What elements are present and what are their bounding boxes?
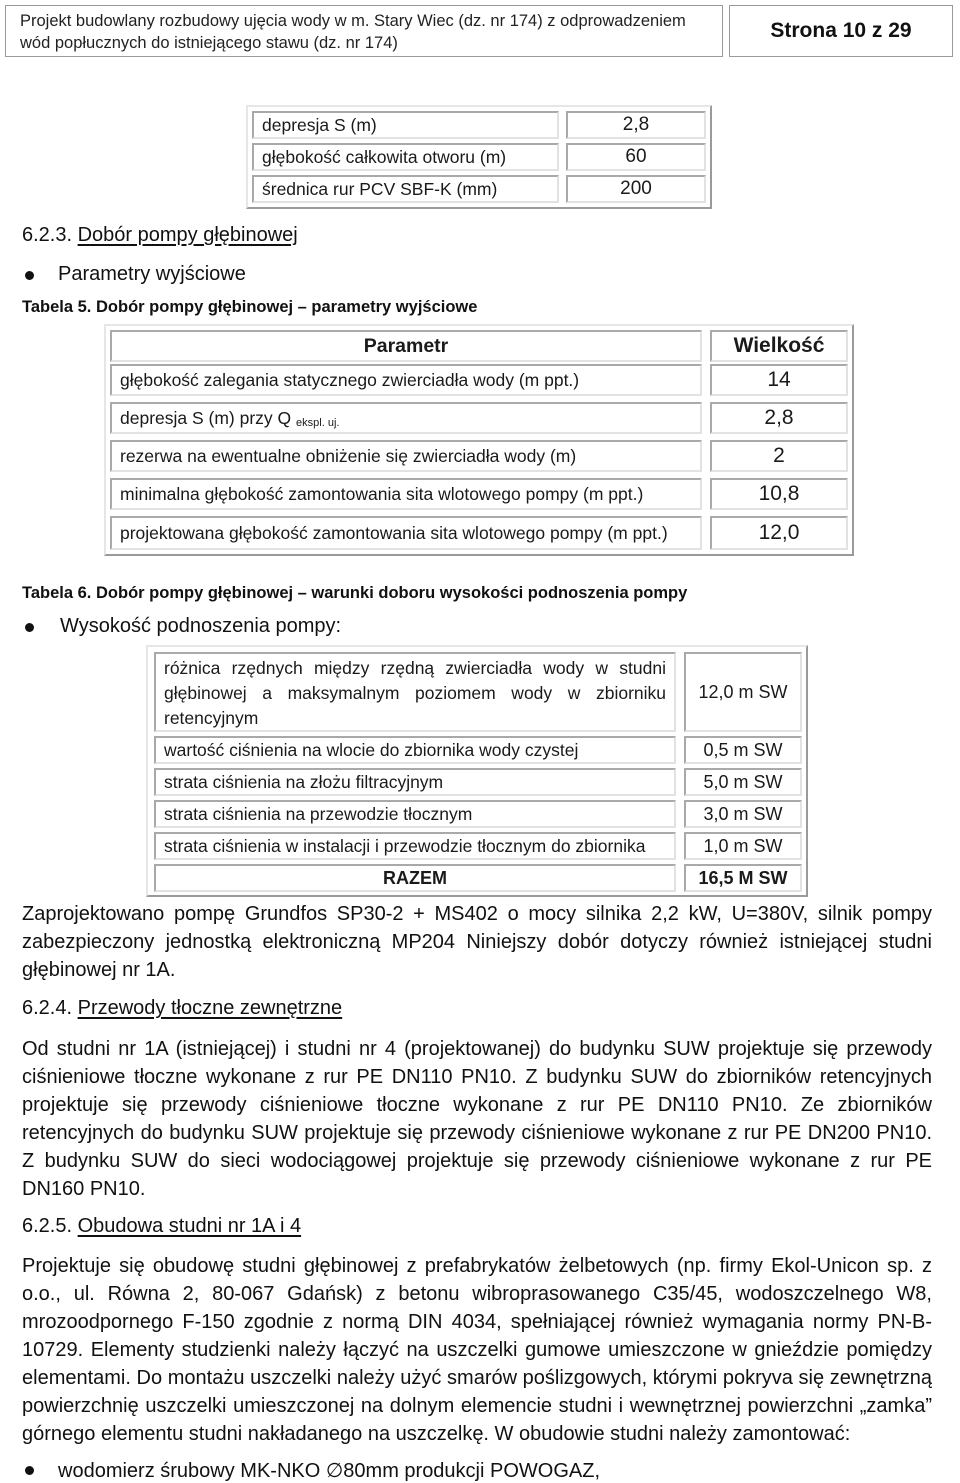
section-title: Obudowa studni nr 1A i 4 — [77, 1215, 302, 1237]
document-title-line-2: wód popłucznych do istniejącego stawu (dz. nr 174) — [20, 34, 398, 52]
paragraph-pump: Zaprojektowano pompę Grundfos SP30-2 + MS402 o mocy silnika 2,2 kW, U=380V, silnik pompy zabezpieczony jednostką elektroniczną MP204 Niniejszy dobór dotyczy również istniejącej studni głębinowej nr 1A. — [22, 903, 932, 981]
table-total-label: RAZEM — [154, 864, 676, 892]
table-row-label: strata ciśnienia w instalacji i przewodzie tłocznym do zbiornika — [154, 832, 676, 860]
table-row-label: strata ciśnienia na przewodzie tłocznym — [154, 800, 676, 828]
bullet-text-after: 80mm produkcji POWOGAZ, — [343, 1460, 600, 1482]
page-number: Strona 10 z 29 — [729, 5, 953, 57]
table-row-label: strata ciśnienia na złożu filtracyjnym — [154, 768, 676, 796]
diameter-symbol: ∅ — [325, 1460, 344, 1482]
table-cell-label: głębokość całkowita otworu (m) — [252, 143, 559, 171]
table-cell-value: 200 — [566, 175, 706, 203]
table-row-label — [110, 402, 702, 434]
page-header — [5, 5, 953, 57]
section-number: 6.2.3. — [22, 224, 73, 246]
bullet-icon — [25, 623, 34, 632]
section-number: 6.2.4. — [22, 997, 73, 1019]
paragraph-well-housing: Projektuje się obudowę studni głębinowej z prefabrykatów żelbetowych (np. firmy Ekol-Unicon sp. z o.o., ul. Równa 2, 80-067 Gdańsk) z betonu wibroprasowanego C35/45, wodoszczelnego W8, mrozoodpornego F-150 zgodnie z normą DIN 4034, spełniającej również wymagania normy PN-B-10729. Elementy studzienki należy łączyć na uszczelki gumowe umieszczone w gnieździe pomiędzy elementami. Do montażu uszczelki należy użyć smarów poślizgowych, którymi pokryva się zewnętrzną powierzchnię uszczelki umieszczonej na dolnym elemencie studni i wewnętrznej powierzchni „zamka” górnego elementu studni nakładanego na uszczelkę. W obudowie studni należy zamontować: — [22, 1255, 932, 1445]
bullet-text: Wysokość podnoszenia pompy: — [60, 615, 342, 637]
table-header-param: Parametr — [110, 330, 702, 362]
bullet-text: Parametry wyjściowe — [58, 263, 246, 285]
table-row-label: różnica rzędnych między rzędną zwierciadła wody w studni głębinowej a maksymalnym poziomem wody w zbiorniku retencyjnym — [154, 652, 676, 732]
caption-prefix: Tabela 6. — [22, 584, 92, 602]
caption-text: Dobór pompy głębinowej – parametry wyjściowe — [96, 298, 478, 316]
section-heading-6-2-3 — [22, 224, 298, 247]
label-text: depresja S (m) przy Q — [120, 407, 292, 428]
table-row-value: 14 — [710, 364, 848, 396]
section-number: 6.2.5. — [22, 1215, 73, 1237]
table-cell-value: 60 — [566, 143, 706, 171]
section-heading-6-2-5 — [22, 1215, 301, 1238]
table-row-value: 5,0 m SW — [684, 768, 802, 796]
document-title — [5, 5, 723, 57]
table-row-value: 12,0 — [710, 516, 848, 550]
table-total-value: 16,5 M SW — [684, 864, 802, 892]
table-cell-label: depresja S (m) — [252, 111, 559, 139]
table-row-value: 2,8 — [710, 402, 848, 434]
table-cell-value: 2,8 — [566, 111, 706, 139]
table-row-label: minimalna głębokość zamontowania sita wlotowego pompy (m ppt.) — [110, 478, 702, 510]
table-row-label: projektowana głębokość zamontowania sita wlotowego pompy (m ppt.) — [110, 516, 702, 550]
bullet-text-water-meter — [58, 1458, 600, 1483]
paragraph-pipes: Od studni nr 1A (istniejącej) i studni nr 4 (projektowanej) do budynku SUW projektuje się przewody ciśnieniowe tłoczne wykonane z rur PE DN110 PN10. Z budynku SUW do zbiorników retencyjnych projektuje się przewody ciśnieniowe tłoczne wykonane z rur PE DN110 PN10. Ze zbiorników retencyjnych do budynku SUW projektuje się przewody ciśnieniowe wykonane z rur PE DN200 PN10. Z budynku SUW do sieci wodociągowej projektuje się przewody ciśnieniowe wykonane z rur PE DN160 PN10. — [22, 1038, 932, 1200]
label-subscript: ekspl. uj. — [296, 417, 340, 429]
table-row-value: 2 — [710, 440, 848, 472]
table-row-value: 12,0 m SW — [684, 652, 802, 732]
table-row-value: 3,0 m SW — [684, 800, 802, 828]
bullet-text-before: wodomierz śrubowy MK-NKO — [58, 1460, 321, 1482]
table-row-label: wartość ciśnienia na wlocie do zbiornika wody czystej — [154, 736, 676, 764]
document-title-line-1: Projekt budowlany rozbudowy ujęcia wody w m. Stary Wiec (dz. nr 174) z odprowadzeniem — [20, 12, 686, 30]
table-row-label: rezerwa na ewentualne obniżenie się zwierciadła wody (m) — [110, 440, 702, 472]
caption-prefix: Tabela 5. — [22, 298, 92, 316]
table-cell-label: średnica rur PCV SBF-K (mm) — [252, 175, 559, 203]
table-row-label: głębokość zalegania statycznego zwierciadła wody (m ppt.) — [110, 364, 702, 396]
caption-text: Dobór pompy głębinowej – warunki doboru wysokości podnoszenia pompy — [96, 584, 688, 602]
section-title: Przewody tłoczne zewnętrzne — [77, 997, 343, 1019]
table-row-value: 1,0 m SW — [684, 832, 802, 860]
table-5-caption — [22, 298, 477, 317]
table-row-value: 0,5 m SW — [684, 736, 802, 764]
bullet-icon — [25, 1466, 34, 1475]
table-header-value: Wielkość — [710, 330, 848, 362]
section-title: Dobór pompy głębinowej — [77, 224, 298, 246]
bullet-icon — [25, 271, 34, 280]
table-6-caption — [22, 584, 687, 603]
section-heading-6-2-4 — [22, 997, 342, 1020]
table-row-value: 10,8 — [710, 478, 848, 510]
